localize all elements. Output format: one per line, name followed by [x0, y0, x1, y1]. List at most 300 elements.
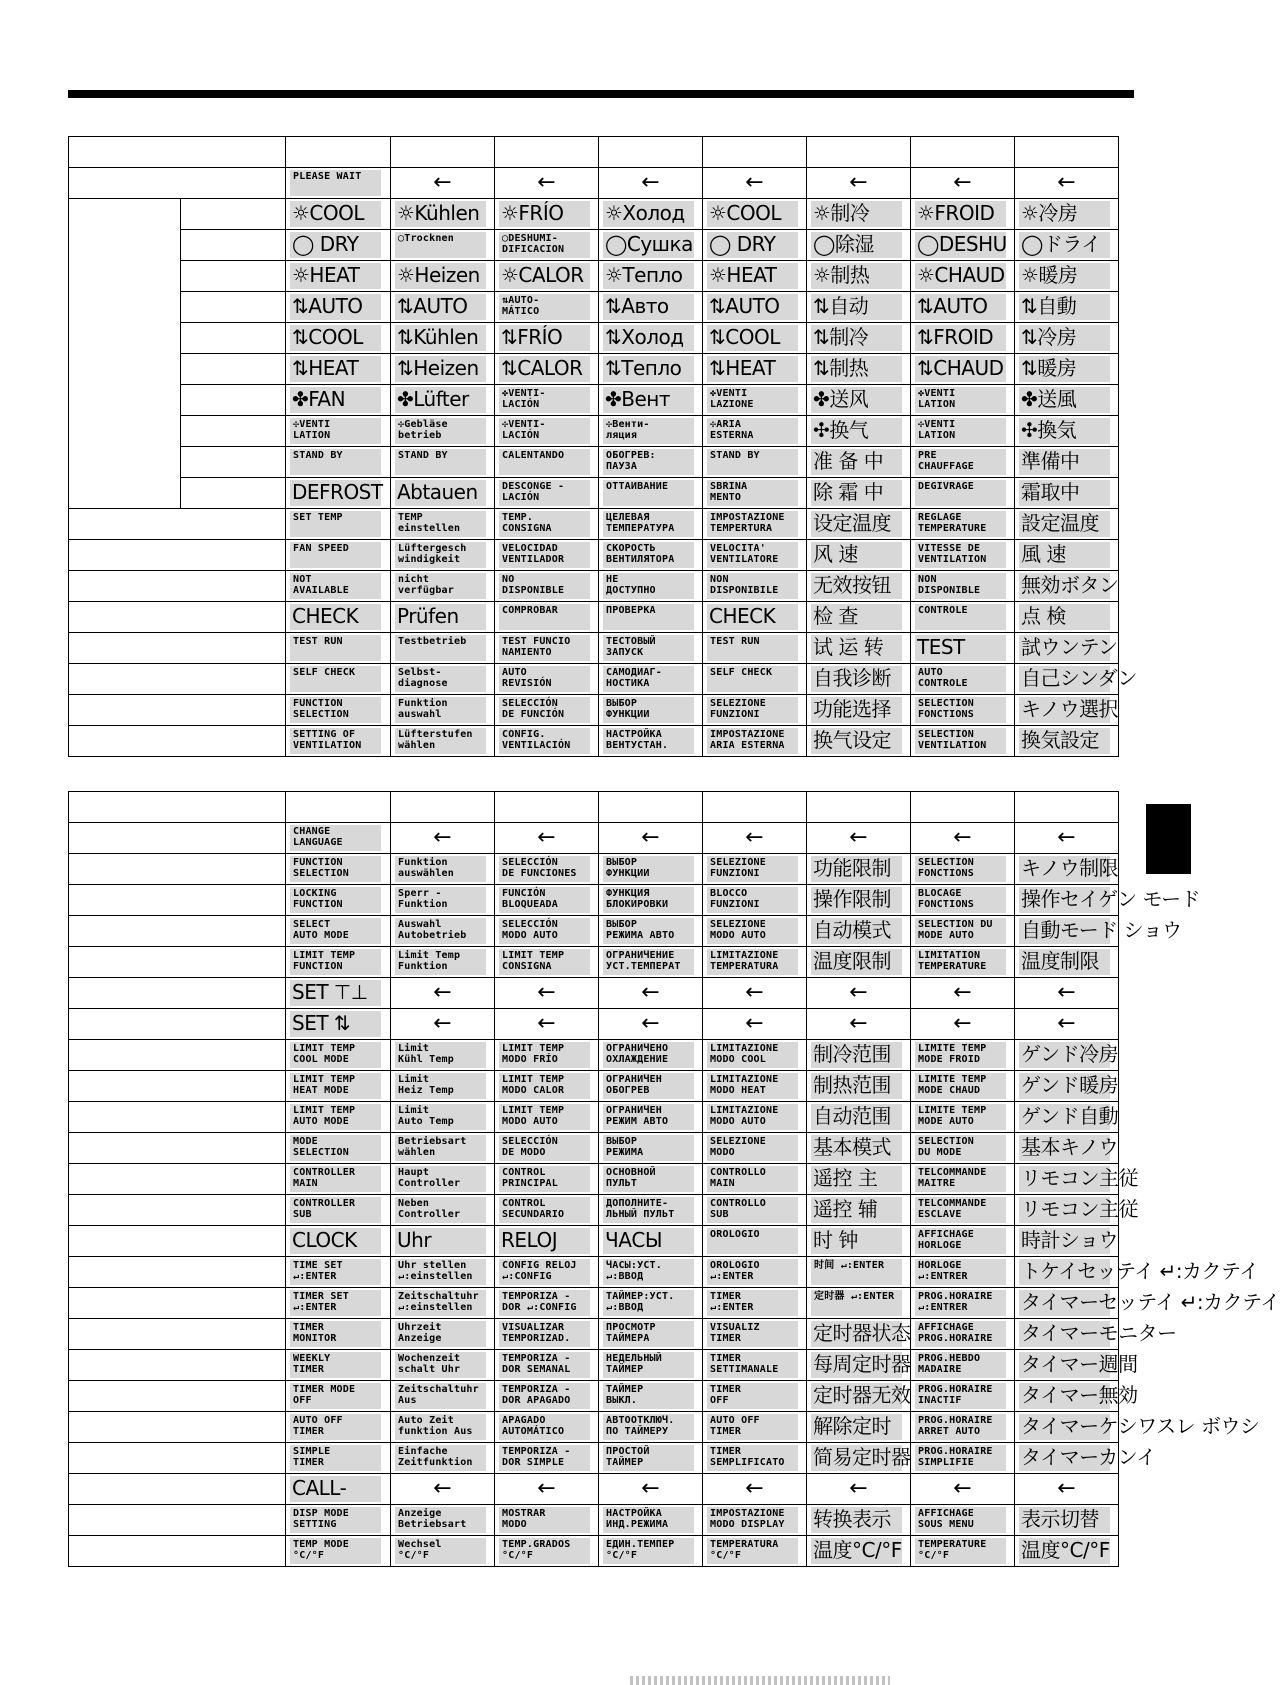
language-cell [1015, 447, 1119, 478]
language-header-cell [1015, 792, 1119, 823]
lcd-display-text: COMPROBAR [499, 604, 590, 630]
lcd-display-text: ✤Lüfter [395, 387, 486, 413]
lcd-display-text: RELOJ [499, 1228, 590, 1254]
lcd-display-text: CHECK [290, 604, 381, 630]
lcd-display-text: ☼FROID [915, 201, 1006, 227]
lcd-display-text: ✣VENTI LATION [290, 418, 381, 444]
same-as-english-arrow: ← [953, 1476, 972, 1501]
english-cell [286, 947, 391, 978]
language-cell [599, 1071, 703, 1102]
lcd-display-text: CHECK [707, 604, 798, 630]
language-cell [599, 1164, 703, 1195]
lcd-display-text: НЕДЕЛЬНЫЙ ТАЙМЕР [603, 1352, 694, 1378]
lcd-display-text: 自動モード ショウ [1021, 918, 1182, 942]
language-cell [391, 1009, 495, 1040]
language-cell [495, 602, 599, 633]
row-label-cell [69, 1195, 286, 1226]
language-cell [391, 1536, 495, 1567]
lcd-display-text: 检 查 [811, 604, 902, 630]
language-cell [599, 447, 703, 478]
language-cell [1015, 385, 1119, 416]
lcd-display-text: タイマー無効 [1021, 1383, 1138, 1407]
language-cell [911, 1350, 1015, 1381]
language-cell [599, 292, 703, 323]
language-cell [495, 947, 599, 978]
language-header-cell [911, 137, 1015, 168]
lcd-display-text: ⇅AUTO- MÁTICO [499, 294, 590, 320]
language-cell [703, 1319, 807, 1350]
table-row [69, 726, 1119, 757]
table-row [69, 947, 1119, 978]
lcd-display-text: SET ⇅ [290, 1011, 381, 1037]
language-header-cell [703, 137, 807, 168]
language-cell [703, 664, 807, 695]
row-label-cell [69, 1009, 286, 1040]
language-cell [1015, 1102, 1119, 1133]
language-cell [599, 1536, 703, 1567]
lcd-display-text: ✣VENTI- LACIÓN [499, 418, 590, 444]
language-cell [599, 540, 703, 571]
lcd-display-text: НАСТРОЙКА ВЕНТУСТАН. [603, 728, 694, 754]
language-cell [911, 978, 1015, 1009]
language-cell [1015, 916, 1182, 947]
language-cell [495, 726, 599, 757]
language-cell [391, 726, 495, 757]
same-as-english-arrow: ← [641, 1011, 660, 1036]
language-cell [599, 602, 703, 633]
lcd-display-text: 準備中 [1019, 449, 1110, 475]
lcd-display-text: 风 速 [811, 542, 902, 568]
lcd-display-text: ✤VENTI LAZIONE [707, 387, 798, 413]
language-cell [1015, 478, 1119, 509]
lcd-display-text: ЧАСЫ:УСТ. ↵:ВВОД [603, 1259, 694, 1285]
lcd-display-text: ✤VENTI- LACIÓN [499, 387, 590, 413]
language-cell [599, 1474, 703, 1505]
lcd-display-text: ОСНОВНОЙ ПУЛЬТ [603, 1166, 694, 1192]
lcd-display-text: TEMPORIZA - DOR SIMPLE [499, 1445, 590, 1471]
lcd-display-text: Limit Temp Funktion [395, 949, 486, 975]
sub-label-cell [181, 385, 286, 416]
row-label-cell [69, 726, 286, 757]
lcd-display-text: ◯Trocknen [395, 232, 486, 258]
language-cell [807, 354, 911, 385]
lcd-display-text: CONFIG RELOJ ↵:CONFIG [499, 1259, 590, 1285]
lcd-display-text: ОБОГРЕВ: ПАУЗА [603, 449, 694, 475]
language-cell [703, 168, 807, 199]
language-cell [911, 230, 1015, 261]
lcd-display-text: ⇅制冷 [811, 325, 902, 351]
lcd-display-text: 自动范围 [811, 1104, 902, 1130]
row-label-cell [69, 1443, 286, 1474]
language-cell [495, 1195, 599, 1226]
language-header-cell [286, 792, 391, 823]
lcd-display-text: 試ウンテン [1021, 635, 1118, 659]
same-as-english-arrow: ← [433, 1011, 452, 1036]
table-row [69, 1505, 1119, 1536]
language-cell [703, 447, 807, 478]
language-cell [807, 1009, 911, 1040]
same-as-english-arrow: ← [745, 1476, 764, 1501]
lcd-display-text: ⇅Холод [603, 325, 694, 351]
table-row [69, 1350, 1119, 1381]
lcd-display-text: ◯ DRY [707, 232, 798, 258]
language-cell [391, 1288, 495, 1319]
language-cell [807, 1195, 911, 1226]
table-row [69, 695, 1119, 726]
language-cell [911, 199, 1015, 230]
lcd-display-text: ПРОВЕРКА [603, 604, 694, 630]
language-cell [807, 540, 911, 571]
english-cell [286, 354, 391, 385]
language-cell [807, 664, 911, 695]
same-as-english-arrow: ← [537, 1011, 556, 1036]
same-as-english-arrow: ← [433, 1476, 452, 1501]
language-cell [703, 602, 807, 633]
lcd-display-text: タイマーケシワスレ ボウシ [1021, 1414, 1260, 1438]
lcd-display-text: ☼Kühlen [395, 201, 486, 227]
lcd-display-text: LIMIT TEMP COOL MODE [290, 1042, 381, 1068]
language-cell [807, 1381, 911, 1412]
table-row [69, 885, 1119, 916]
same-as-english-arrow: ← [641, 825, 660, 850]
lcd-display-text: CLOCK [290, 1228, 381, 1254]
language-cell [599, 1040, 703, 1071]
english-cell [286, 385, 391, 416]
language-cell [495, 978, 599, 1009]
lcd-display-text: 定时器 ↵:ENTER [811, 1290, 902, 1316]
language-cell [495, 1350, 599, 1381]
language-header-cell [599, 137, 703, 168]
language-header-cell [807, 792, 911, 823]
language-cell [703, 1350, 807, 1381]
language-cell [495, 1102, 599, 1133]
english-cell [286, 885, 391, 916]
english-cell [286, 1350, 391, 1381]
lcd-display-text: STAND BY [707, 449, 798, 475]
lcd-display-text: TIMER OFF [707, 1383, 798, 1409]
lcd-display-text: IMPOSTAZIONE TEMPERTURA [707, 511, 798, 537]
lcd-display-text: LIMITE TEMP MODE CHAUD [915, 1073, 1006, 1099]
language-cell [911, 1505, 1015, 1536]
lcd-display-text: 转换表示 [811, 1507, 902, 1533]
language-cell [807, 1133, 911, 1164]
lcd-display-text: LIMIT TEMP CONSIGNA [499, 949, 590, 975]
language-cell [911, 633, 1015, 664]
language-cell [495, 323, 599, 354]
language-cell [495, 1164, 599, 1195]
lcd-display-text: ☼制冷 [811, 201, 902, 227]
language-cell [703, 571, 807, 602]
lcd-display-text: CONTROLLER MAIN [290, 1166, 381, 1192]
english-cell [286, 823, 391, 854]
lcd-display-text: STAND BY [395, 449, 486, 475]
english-cell [286, 978, 391, 1009]
lcd-display-text: 除 霜 中 [811, 480, 902, 506]
sub-label-cell [181, 230, 286, 261]
language-cell [495, 1505, 599, 1536]
lcd-display-text: LOCKING FUNCTION [290, 887, 381, 913]
lcd-display-text: SELECCIÓN DE MODO [499, 1135, 590, 1161]
same-as-english-arrow: ← [953, 170, 972, 195]
lcd-display-text: HORLOGE ↵:ENTRER [915, 1259, 1006, 1285]
language-cell [495, 447, 599, 478]
table-row [69, 1257, 1119, 1288]
same-as-english-arrow: ← [953, 1011, 972, 1036]
language-cell [807, 571, 911, 602]
lcd-display-text: 風 速 [1019, 542, 1110, 568]
lcd-display-text: TIMER SEMPLIFICATO [707, 1445, 798, 1471]
lcd-display-text: ◯ DRY [290, 232, 381, 258]
table1-header-row [69, 137, 1119, 168]
language-cell [1015, 230, 1119, 261]
language-cell [1015, 1257, 1259, 1288]
lcd-display-text: Einfache Zeitfunktion [395, 1445, 486, 1471]
row-label-cell [69, 199, 181, 509]
lcd-display-text: TIMER MODE OFF [290, 1383, 381, 1409]
lcd-display-text: SELEZIONE FUNZIONI [707, 697, 798, 723]
language-cell [495, 292, 599, 323]
lcd-display-text: Testbetrieb [395, 635, 486, 661]
lcd-display-text: ⇅自动 [811, 294, 902, 320]
lcd-display-text: FUNCTION SELECTION [290, 856, 381, 882]
row-label-cell [69, 947, 286, 978]
same-as-english-arrow: ← [849, 1476, 868, 1501]
lcd-display-text: САМОДИАГ- НОСТИКА [603, 666, 694, 692]
lcd-display-text: TELCOMMANDE MAITRE [915, 1166, 1006, 1192]
language-cell [495, 1381, 599, 1412]
lcd-display-text: SETTING OF VENTILATION [290, 728, 381, 754]
lcd-display-text: Funktion auswählen [395, 856, 486, 882]
language-cell [391, 199, 495, 230]
language-cell [1015, 292, 1119, 323]
lcd-display-text: PRE CHAUFFAGE [915, 449, 1006, 475]
language-cell [703, 478, 807, 509]
lcd-display-text: CONTROL SECUNDARIO [499, 1197, 590, 1223]
row-label-cell [69, 916, 286, 947]
table-row [69, 323, 1119, 354]
lcd-display-text: TEMPERATURA °C/°F [707, 1538, 798, 1564]
lcd-display-text: Sperr - Funktion [395, 887, 486, 913]
same-as-english-arrow: ← [537, 1476, 556, 1501]
language-cell [599, 1412, 703, 1443]
row-label-cell [69, 1412, 286, 1443]
english-cell [286, 664, 391, 695]
language-cell [599, 1226, 703, 1257]
lcd-display-text: Limit Auto Temp [395, 1104, 486, 1130]
table-row [69, 978, 1119, 1009]
lcd-display-text: 点 検 [1019, 604, 1110, 630]
row-label-cell [69, 978, 286, 1009]
sub-label-cell [181, 447, 286, 478]
english-cell [286, 1164, 391, 1195]
lcd-display-text: 解除定时 [811, 1414, 902, 1440]
language-cell [1015, 1319, 1177, 1350]
language-cell [703, 1226, 807, 1257]
language-cell [703, 695, 807, 726]
lcd-display-text: ОТТАИВАНИЕ [603, 480, 694, 506]
lcd-display-text: TIMER SET ↵:ENTER [290, 1290, 381, 1316]
language-cell [911, 478, 1015, 509]
language-cell [599, 571, 703, 602]
lcd-display-text: Limit Heiz Temp [395, 1073, 486, 1099]
lcd-display-text: ◯DESHUMI- DIFICACION [499, 232, 590, 258]
header-label-cell [69, 137, 286, 168]
lcd-display-text: ⇅COOL [707, 325, 798, 351]
language-cell [703, 354, 807, 385]
lcd-display-text: ◯ドライ [1019, 232, 1110, 258]
lcd-display-text: PROG.HORAIRE SIMPLIFIE [915, 1445, 1006, 1471]
language-cell [599, 478, 703, 509]
lcd-display-text: OROLOGIO [707, 1228, 798, 1254]
same-as-english-arrow: ← [953, 825, 972, 850]
lcd-display-text: DEGIVRAGE [915, 480, 1006, 506]
language-cell [911, 1443, 1015, 1474]
lcd-display-text: 每周定时器 [813, 1352, 911, 1376]
lcd-display-text: ⇅冷房 [1019, 325, 1110, 351]
table-row [69, 447, 1119, 478]
language-cell [599, 416, 703, 447]
sub-label-cell [181, 261, 286, 292]
language-cell [807, 1474, 911, 1505]
lcd-display-text: 無効ボタン [1021, 573, 1119, 597]
lcd-display-text: ⇅AUTO [290, 294, 381, 320]
language-cell [703, 1009, 807, 1040]
language-cell [1015, 1040, 1119, 1071]
language-cell [807, 509, 911, 540]
language-cell [1015, 1133, 1119, 1164]
language-cell [599, 1443, 703, 1474]
language-cell [391, 416, 495, 447]
language-cell [495, 1257, 599, 1288]
lcd-display-text: 霜取中 [1019, 480, 1110, 506]
lcd-display-text: TEMP. CONSIGNA [499, 511, 590, 537]
lcd-display-text: Auswahl Autobetrieb [395, 918, 486, 944]
language-cell [703, 1381, 807, 1412]
lcd-display-text: ⇅FRÍO [499, 325, 590, 351]
lcd-display-text: PROG.HORAIRE ↵:ENTRER [915, 1290, 1006, 1316]
row-label-cell [69, 1071, 286, 1102]
language-cell [391, 885, 495, 916]
language-cell [911, 823, 1015, 854]
row-label-cell [69, 1164, 286, 1195]
lcd-display-text: SELEZIONE MODO AUTO [707, 918, 798, 944]
english-cell [286, 1288, 391, 1319]
language-header-cell [495, 792, 599, 823]
table-row [69, 602, 1119, 633]
language-cell [495, 823, 599, 854]
row-label-cell [69, 602, 286, 633]
language-cell [391, 1381, 495, 1412]
lcd-display-text: ⇅HEAT [707, 356, 798, 382]
language-cell [1015, 978, 1119, 1009]
lcd-display-text: 简易定时器 [813, 1445, 911, 1469]
lcd-display-text: VISUALIZAR TEMPORIZAD. [499, 1321, 590, 1347]
lcd-display-text: LIMITAZIONE MODO AUTO [707, 1104, 798, 1130]
language-cell [911, 1412, 1015, 1443]
lcd-display-text: ОГРАНИЧЕНИЕ УСТ.ТЕМПЕРАТ [603, 949, 694, 975]
language-cell [391, 447, 495, 478]
language-cell [391, 947, 495, 978]
lcd-display-text: ✣換気 [1019, 418, 1110, 444]
language-cell [1015, 1536, 1119, 1567]
language-cell [807, 602, 911, 633]
language-cell [807, 1536, 911, 1567]
lcd-display-text: ⇅Авто [603, 294, 694, 320]
language-cell [391, 385, 495, 416]
language-cell [599, 168, 703, 199]
language-cell [1015, 602, 1119, 633]
language-cell [495, 385, 599, 416]
row-label-cell [69, 1226, 286, 1257]
lcd-display-text: Limit Kühl Temp [395, 1042, 486, 1068]
same-as-english-arrow: ← [849, 1011, 868, 1036]
english-cell [286, 1226, 391, 1257]
lcd-display-text: CALL- [290, 1476, 381, 1502]
language-cell [391, 261, 495, 292]
language-cell [599, 1381, 703, 1412]
lcd-display-text: 时间 ↵:ENTER [811, 1259, 902, 1285]
english-cell [286, 1319, 391, 1350]
lcd-display-text: CONTROLLO MAIN [707, 1166, 798, 1192]
english-cell [286, 199, 391, 230]
language-cell [495, 261, 599, 292]
lcd-display-text: ☼CALOR [499, 263, 590, 289]
lcd-display-text: AFFICHAGE PROG.HORAIRE [915, 1321, 1006, 1347]
lcd-display-text: ВЫБОР ФУНКЦИИ [603, 697, 694, 723]
lcd-display-text: 制冷范围 [811, 1042, 902, 1068]
lcd-display-text: SBRINA MENTO [707, 480, 798, 506]
lcd-display-text: TEMPORIZA - DOR APAGADO [499, 1383, 590, 1409]
lcd-display-text: ⇅暖房 [1019, 356, 1110, 382]
lcd-display-text: Uhrzeit Anzeige [395, 1321, 486, 1347]
lcd-display-text: 无效按钮 [811, 573, 902, 599]
language-cell [911, 261, 1015, 292]
language-cell [599, 1350, 703, 1381]
language-header-cell [599, 792, 703, 823]
language-cell [599, 509, 703, 540]
table-row [69, 1536, 1119, 1567]
display-language-table-1 [68, 136, 1137, 757]
language-cell [703, 416, 807, 447]
language-cell [807, 823, 911, 854]
table-row [69, 509, 1119, 540]
language-header-cell [391, 137, 495, 168]
language-header-cell [286, 137, 391, 168]
lcd-display-text: ☼Тепло [603, 263, 694, 289]
language-cell [911, 1474, 1015, 1505]
language-cell [495, 509, 599, 540]
language-header-cell [1015, 137, 1119, 168]
lcd-display-text: PROG.HEBDO MADAIRE [915, 1352, 1006, 1378]
language-cell [391, 168, 495, 199]
language-cell [599, 1133, 703, 1164]
language-cell [391, 854, 495, 885]
language-cell [1015, 1164, 1138, 1195]
language-cell [599, 261, 703, 292]
language-cell [911, 1288, 1015, 1319]
lcd-display-text: ВЫБОР ФУНКЦИИ [603, 856, 694, 882]
row-label-cell [69, 1350, 286, 1381]
lcd-display-text: MODE SELECTION [290, 1135, 381, 1161]
language-cell [599, 199, 703, 230]
language-cell [599, 664, 703, 695]
table-row [69, 385, 1119, 416]
lcd-display-text: SELECTION DU MODE [915, 1135, 1006, 1161]
language-cell [1015, 633, 1119, 664]
language-cell [599, 633, 703, 664]
lcd-display-text: VELOCITA' VENTILATORE [707, 542, 798, 568]
lcd-display-text: ⇅自動 [1019, 294, 1110, 320]
